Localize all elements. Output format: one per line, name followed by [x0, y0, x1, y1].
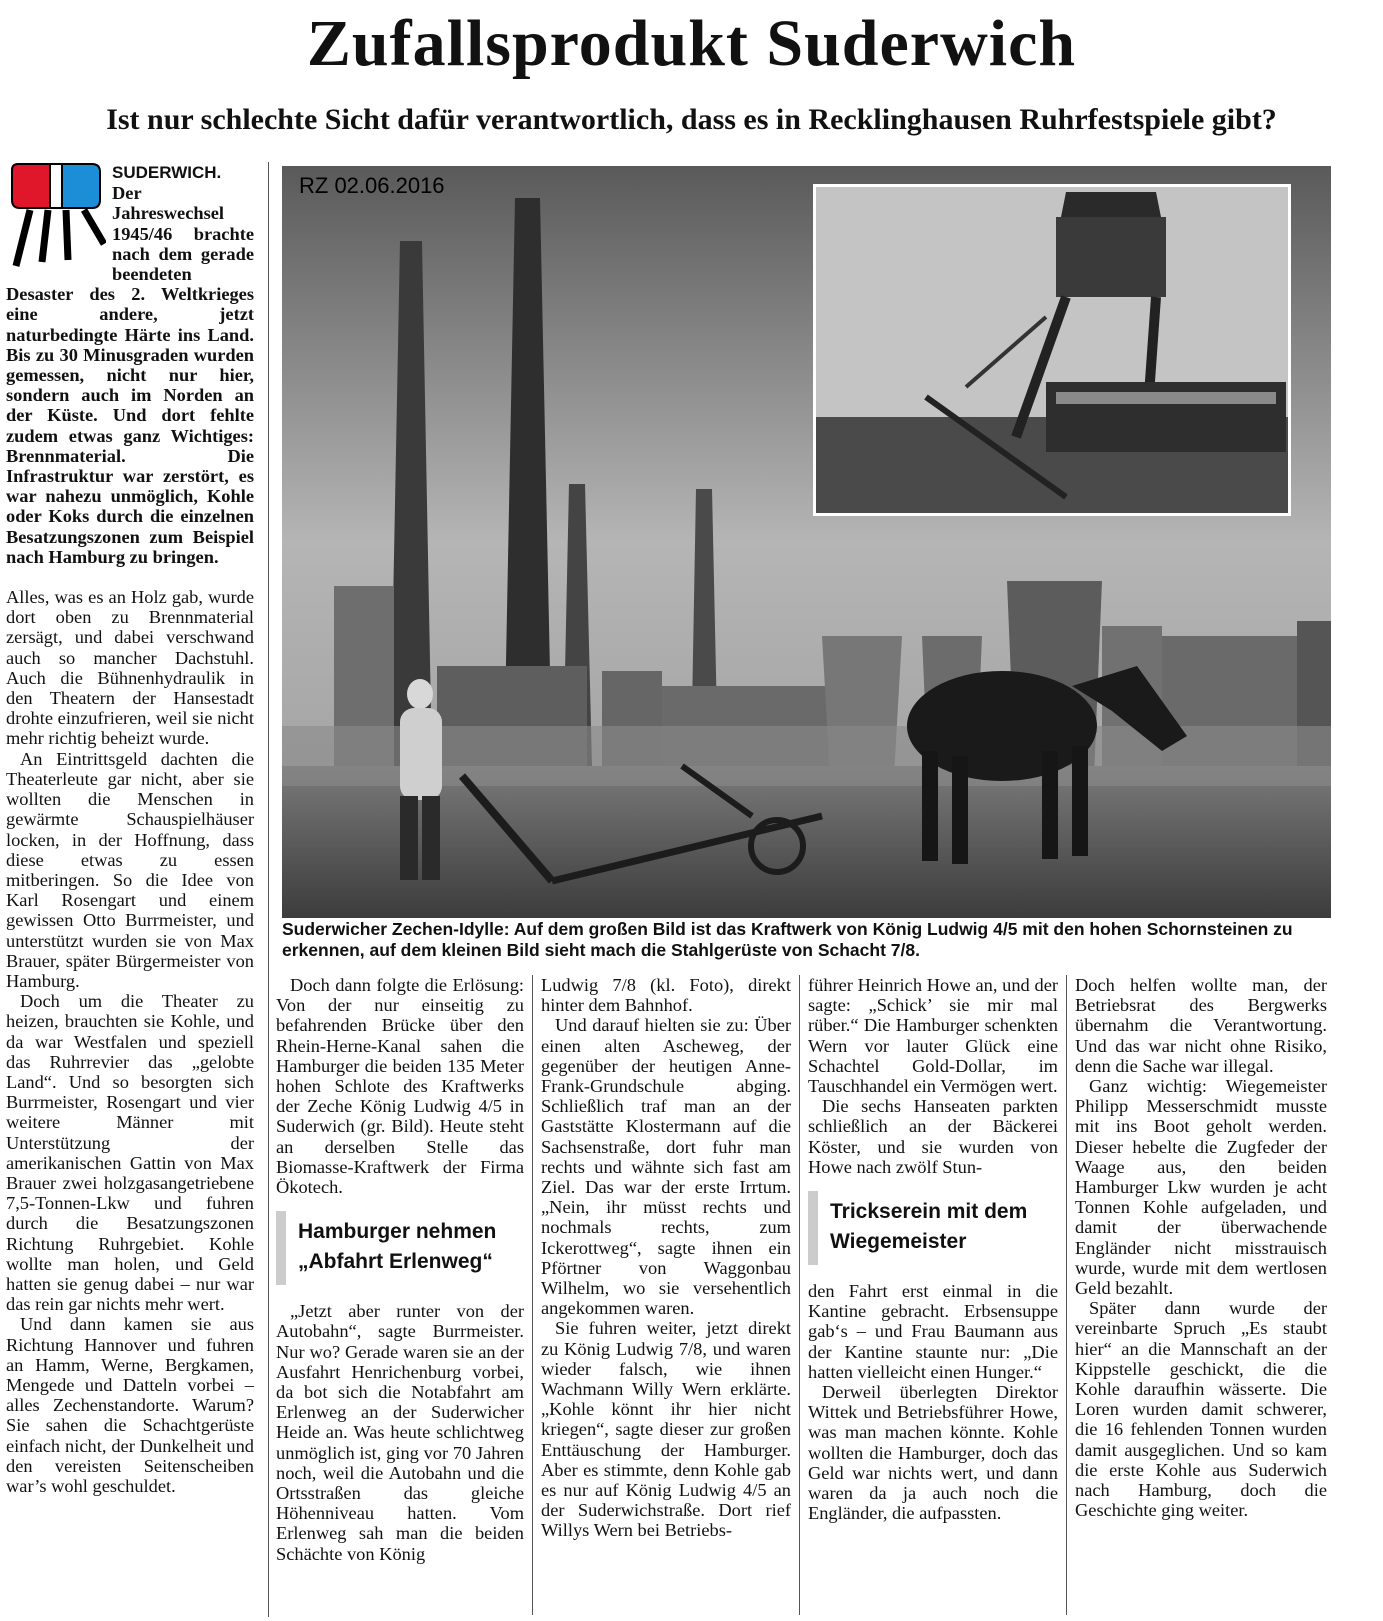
- dateline: SUDERWICH.: [112, 163, 222, 182]
- headline: Zufallsprodukt Suderwich: [306, 7, 1077, 80]
- column-rule: [799, 975, 800, 1615]
- date-stamp: RZ 02.06.2016: [299, 173, 445, 198]
- paragraph: Alles, was es an Holz gab, wurde dort oben zu Brennmaterial zersägt, und dabei verschwand auch so mancher Dachstuhl. Auch die Bühnenhydraulik in den Theatern der Hansestadt drohte einzufrieren, weil sie nicht mehr richtig beheizt wurde.: [6, 587, 254, 749]
- paragraph: Doch um die Theater zu heizen, brauchten sie Kohle, und da war Westfalen und speziell das Ruhrrevier das „gelobte Land“. Und so besorgten sich Burrmeister, Rosengart und vier weitere Männer mit Unterstützung der amerikanischen Gattin von Max Brauer zwei holzgasangetriebene 7,5-Tonnen-Lkw und fuhren durch die Besatzungszonen Richtung Ruhrgebiet. Kohle wollte man holen, und Geld hatten sie genug dabei – nur war das rein gar nichts mehr wert.: [6, 991, 254, 1315]
- paragraph: Derweil überlegten Direktor Wittek und Betriebsführer Howe, was man machen könnte. Kohle wollten die Hamburger, doch das Geld war nichts wert, und dann waren da ja auch noch die Engländer, die aufpassten.: [808, 1382, 1058, 1524]
- article-column-5: [1075, 975, 1327, 1520]
- paragraph: Ganz wichtig: Wiegemeister Philipp Messerschmidt musste mit ins Boot geholt werden. Dieser hebelte die Zugfeder der Waage aus, den beiden Hamburger Lkw wurden je acht Tonnen Kohle aufgeladen, und damit der überwachende Engländer nicht misstrauisch wurde, wurde mit dem wertlosen Geld bezahlt.: [1075, 1076, 1327, 1299]
- column-rule: [532, 975, 533, 1615]
- article-column-3: [541, 975, 791, 1541]
- intertitle-box: Hamburger nehmen „Abfahrt Erlenweg“: [276, 1211, 524, 1285]
- lead-text: Der Jahreswechsel 1945/46 brachte nach dem gerade beendeten Desaster des 2. Weltkrieges eine andere, jetzt naturbedingte Härte ins Land. Bis zu 30 Minusgraden wurden gemessen, nicht nur hier, sondern auch im Norden an der Küste. Und dort fehlte zudem etwas ganz Wichtiges: Brennmaterial. Die Infrastruktur war zerstört, es war nahezu unmöglich, Kohle oder Koks durch die einzelnen Besatzungszonen zum Beispiel nach Hamburg zu bringen.: [6, 183, 254, 567]
- paragraph: An Eintrittsgeld dachten die Theaterleute gar nicht, aber sie wollten die Menschen in gewärmte Schauspielhäuser locken, in der Hoffnung, dass diese etwas zu essen mitberingen. So die Idee von Karl Rosengart und einem gewissen Otto Burrmeister, und unterstützt wurden sie von Max Brauer, später Bürgermeister von Hamburg.: [6, 748, 254, 991]
- paragraph: den Fahrt erst einmal in die Kantine gebracht. Erbsensuppe gab‘s – und Frau Baumann aus der Kantine staunte nur: „Die hatten vielleicht einen Hunger.“: [808, 1281, 1058, 1382]
- paragraph: „Jetzt aber runter von der Autobahn“, sagte Burrmeister. Nur wo? Gerade waren sie an der Ausfahrt Henrichenburg vorbei, da bot sich die Notabfahrt am Erlenweg an der Suderwicher Heide an. Was heute schlichtweg unmöglich ist, ging vor 70 Jahren noch, weil die Autobahn und die Ortsstraßen das gleiche Höhenniveau hatten. Vom Erlenweg sah man die beiden Schächte von König: [276, 1301, 524, 1564]
- colored-seat-logo-icon: [6, 162, 106, 270]
- subheadline: Ist nur schlechte Sicht dafür verantwortlich, dass es in Recklinghausen Ruhrfestspiele gibt?: [106, 103, 1277, 136]
- paragraph: Und darauf hielten sie zu: Über einen alten Ascheweg, der gegenüber der heutigen Anne-Frank-Grundschule abging. Schließlich traf man an der Gaststätte Klostermann auf die Sachsenstraße, dort fuhr man rechts und wähnte sich fast am Ziel. Das war der erste Irrtum. „Nein, ihr müsst rechts und nochmals rechts, zum Ickerottweg“, sagte ihnen ein Pförtner von Waggonbau Wilhelm, wo sie versehentlich angekommen waren.: [541, 1015, 791, 1319]
- article-column-1: [6, 162, 254, 1496]
- paragraph: Doch dann folgte die Erlösung: Von der nur einseitig zu befahrenden Brücke über den Rhein-Herne-Kanal sahen die Hamburger die beiden 135 Meter hohen Schlote des Kraftwerks der Zeche König Ludwig 4/5 in Suderwich (gr. Bild). Heute steht an derselben Stelle das Biomasse-Kraftwerk der Firma Ökotech.: [276, 975, 524, 1198]
- paragraph: führer Heinrich Howe an, und der sagte: „Schick’ sie mir mal rüber.“ Die Hamburger schenkten Wern vor lauter Glück eine Schachtel Gold-Dollar, im Tauschhandel ein Vermögen wert.: [808, 975, 1058, 1097]
- paragraph: Später dann wurde der vereinbarte Spruch „Es staubt hier“ an die Mannschaft an der Kippstelle geschickt, die die Kohle daraufhin wässerte. Die Loren wurden damit schwerer, die 16 fehlenden Tonnen wurden damit ausgeglichen. Und so kam die erste Kohle aus Suderwich nach Hamburg, doch die Geschichte ging weiter.: [1075, 1298, 1327, 1521]
- article-column-2: [276, 975, 524, 1564]
- intertitle-box: Trickserein mit dem Wiegemeister: [808, 1191, 1058, 1265]
- paragraph: Die sechs Hanseaten parkten schließlich an der Bäckerei Köster, und sie wurden von Howe nach zwölf Stun-: [808, 1096, 1058, 1177]
- lead-paragraph: [6, 162, 254, 567]
- column-rule: [268, 162, 269, 1617]
- paragraph: Und dann kamen sie aus Richtung Hannover und fuhren an Hamm, Werne, Bergkamen, Mengede und Datteln vorbei – alles Zechenstandorte. Warum? Sie sahen die Schachtgerüste einfach nicht, der Dunkelheit und den vereisten Seitenscheiben war’s wohl geschuldet.: [6, 1314, 254, 1496]
- column-rule: [1066, 975, 1067, 1615]
- paragraph: Sie fuhren weiter, jetzt direkt zu König Ludwig 7/8, und waren wieder falsch, wie ihnen Wachmann Willy Wern erklärte. „Kohle könnt ihr hier nicht kriegen“, sagte dieser zur großen Enttäuschung der Hamburger. Aber es stimmte, denn Kohle gab es nur auf König Ludwig 4/5 an der Suderwichstraße. Dort rief Willys Wern bei Betriebs-: [541, 1318, 791, 1541]
- article-column-4: [808, 975, 1058, 1523]
- headframe-illustration: [816, 187, 1288, 513]
- paragraph: Ludwig 7/8 (kl. Foto), direkt hinter dem Bahnhof.: [541, 975, 791, 1016]
- paragraph: Doch helfen wollte man, der Betriebsrat des Bergwerks übernahm die Verantwortung. Und das war nicht ohne Risiko, denn die Sache war illegal.: [1075, 975, 1327, 1076]
- inset-photo-headframe: [813, 184, 1291, 516]
- photo-caption: Suderwicher Zechen-Idylle: Auf dem großen Bild ist das Kraftwerk von König Ludwig 4/5 mit den hohen Schornsteinen zu erkennen, auf dem kleinen Bild sieht mach die Stahlgerüste von Schacht 7/8.: [282, 919, 1293, 960]
